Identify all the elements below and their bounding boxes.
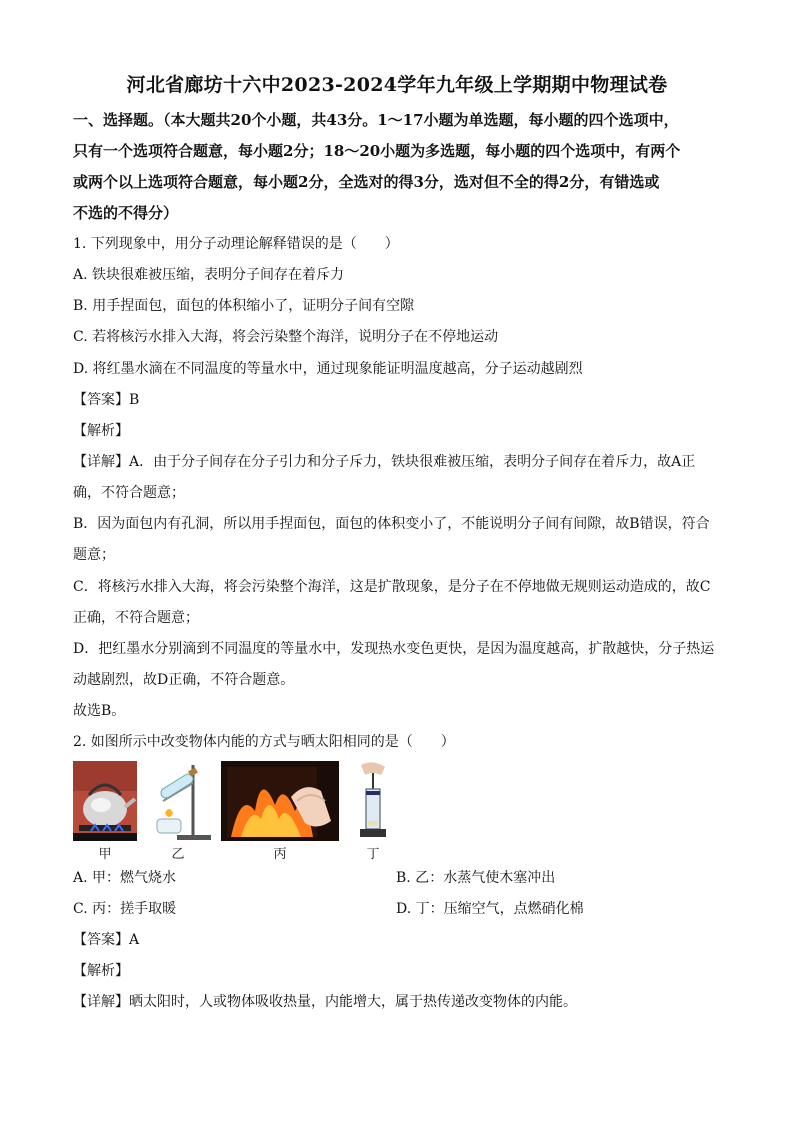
q1-option-d: D. 将红墨水滴在不同温度的等量水中，通过现象能证明温度越高，分子运动越剧烈 <box>73 361 583 377</box>
kettle-on-stove-image <box>73 761 137 841</box>
q1-detail-line-2: 确，不符合题意； <box>73 485 185 501</box>
caption-jia: 甲 <box>98 847 112 862</box>
q2-analysis-label: 【解析】 <box>73 963 129 979</box>
q1-detail-line-9: 故选B。 <box>73 703 126 719</box>
q1-detail-line-8: 动越剧烈，故D正确，不符合题意。 <box>73 672 295 688</box>
q2-option-c: C. 丙：搓手取暖 <box>73 901 177 917</box>
section-instructions-line-3: 或两个以上选项符合题意，每小题2分，全选对的得3分，选对但不全的得2分，有错选或 <box>73 173 660 191</box>
q2-figure-strip <box>73 761 403 861</box>
q2-answer: 【答案】A <box>73 932 140 948</box>
rubbing-hands-fire-image <box>221 761 339 841</box>
q1-detail-line-6: 正确，不符合题意； <box>73 610 199 626</box>
q2-detail: 【详解】晒太阳时，人或物体吸收热量，内能增大，属于热传递改变物体的内能。 <box>73 994 577 1010</box>
q1-detail-line-4: 题意； <box>73 547 115 563</box>
q1-analysis-label: 【解析】 <box>73 423 129 439</box>
q1-stem: 1. 下列现象中，用分子动理论解释错误的是（ ） <box>73 236 399 252</box>
caption-ding: 丁 <box>366 847 380 862</box>
q2-stem: 2. 如图所示中改变物体内能的方式与晒太阳相同的是（ ） <box>73 734 455 750</box>
air-compression-piston-image <box>351 761 395 841</box>
caption-bing: 丙 <box>273 847 287 862</box>
caption-yi: 乙 <box>171 847 185 862</box>
q2-option-d: D. 丁：压缩空气，点燃硝化棉 <box>396 901 584 917</box>
q1-detail-line-7: D．把红墨水分别滴到不同温度的等量水中，发现热水变色更快，是因为温度越高，扩散越快，分子热运 <box>73 641 715 657</box>
q1-option-c: C. 若将核污水排入大海，将会污染整个海洋，说明分子在不停地运动 <box>73 329 499 345</box>
q1-option-b: B. 用手捏面包，面包的体积缩小了，证明分子间有空隙 <box>73 298 415 314</box>
q1-option-a: A. 铁块很难被压缩，表明分子间存在着斥力 <box>73 267 345 283</box>
section-instructions-line-1: 一、选择题。（本大题共20个小题，共43分。1～17小题为单选题，每小题的四个选项中， <box>73 111 679 129</box>
q1-detail-line-5: C．将核污水排入大海，将会污染整个海洋，这是扩散现象，是分子在不停地做无规则运动造成的，故C <box>73 579 711 595</box>
section-instructions-line-4: 不选的不得分） <box>73 204 179 222</box>
test-tube-stopper-image <box>143 761 213 841</box>
q1-detail-line-3: B．因为面包内有孔洞，所以用手捏面包，面包的体积变小了，不能说明分子间有间隙，故B错误，符合 <box>73 516 710 532</box>
q1-answer: 【答案】B <box>73 392 140 408</box>
q2-option-a: A. 甲：燃气烧水 <box>73 870 177 886</box>
page-title: 河北省廊坊十六中2023-2024学年九年级上学期期中物理试卷 <box>126 74 668 96</box>
q2-option-b: B. 乙：水蒸气使木塞冲出 <box>396 870 556 886</box>
q1-detail-line-1: 【详解】A．由于分子间存在分子引力和分子斥力，铁块很难被压缩，表明分子间存在着斥力，故A正 <box>73 454 696 470</box>
section-instructions-line-2: 只有一个选项符合题意，每小题2分；18～20小题为多选题，每小题的四个选项中，有两个 <box>73 142 681 160</box>
